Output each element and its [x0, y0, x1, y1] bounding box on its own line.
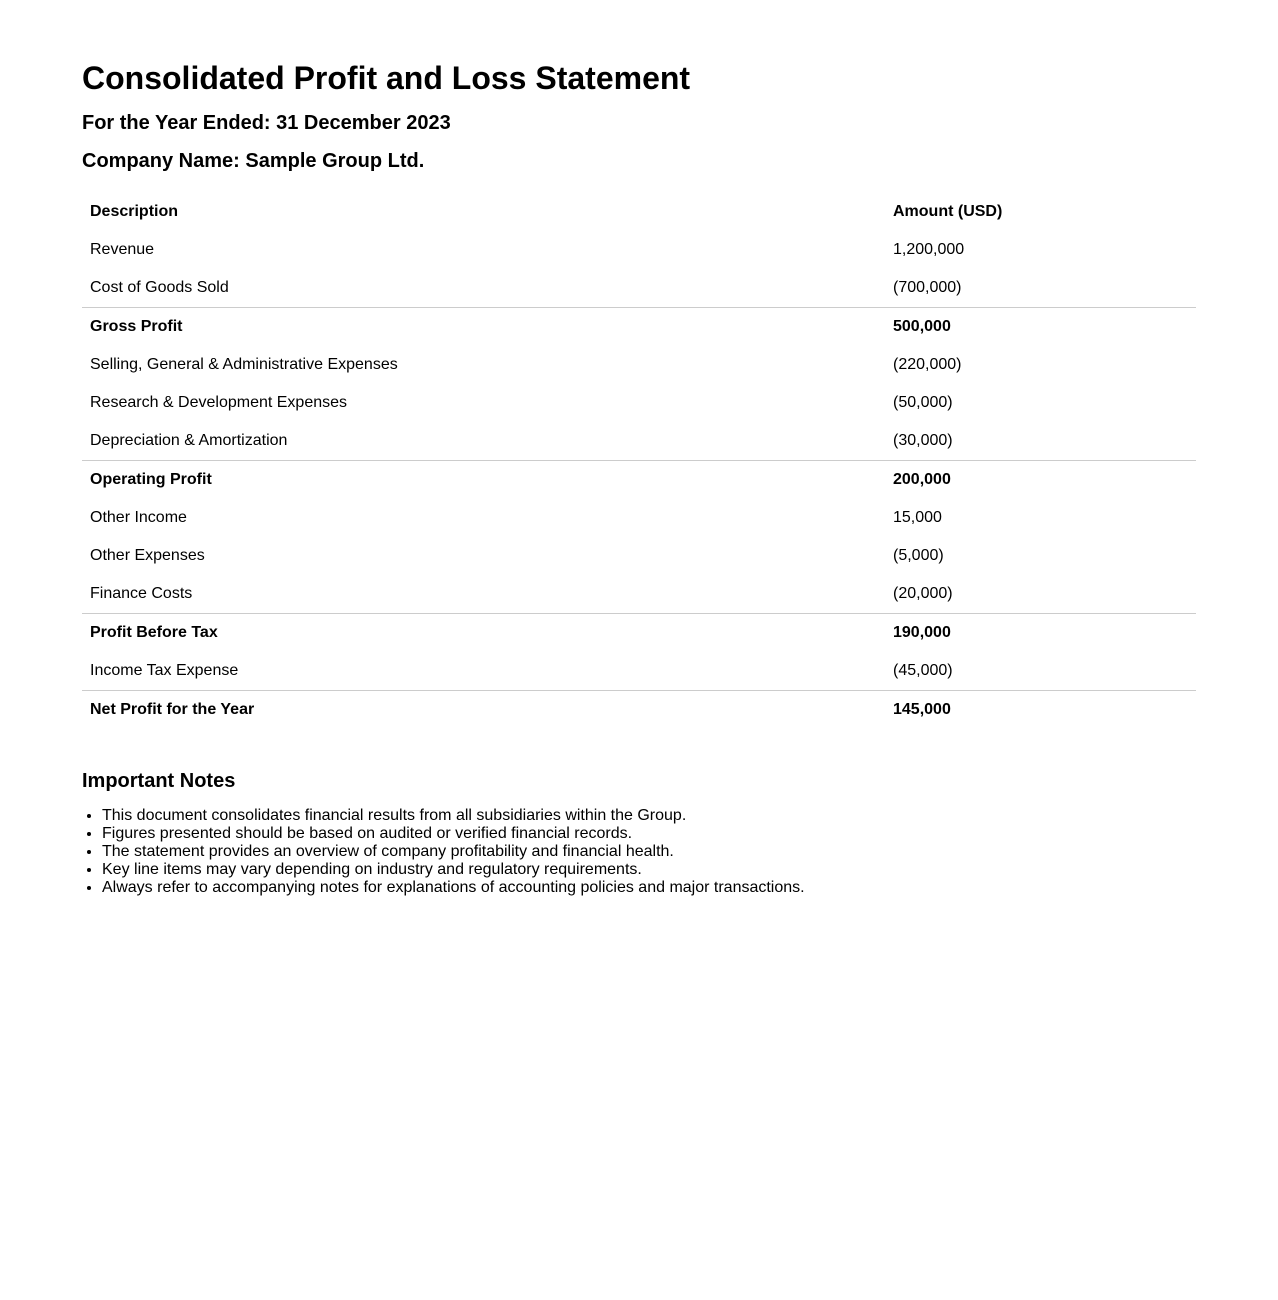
- row-description: Selling, General & Administrative Expenses: [90, 356, 398, 373]
- row-amount: 145,000: [885, 691, 1196, 730]
- page-title: Consolidated Profit and Loss Statement: [82, 60, 691, 96]
- row-description: Other Income: [90, 509, 187, 526]
- table-row: [82, 422, 1196, 461]
- table-row: [82, 652, 1196, 691]
- row-description: Operating Profit: [82, 461, 885, 500]
- table-row-total: [82, 308, 1196, 347]
- row-amount: (20,000): [893, 585, 953, 602]
- row-amount: (700,000): [893, 279, 962, 296]
- row-description: Other Expenses: [90, 547, 205, 564]
- table-row: [82, 346, 1196, 384]
- row-description: Depreciation & Amortization: [90, 432, 288, 449]
- row-description: Income Tax Expense: [90, 662, 239, 679]
- notes-heading: Important Notes: [82, 770, 236, 792]
- row-amount: 500,000: [885, 308, 1196, 347]
- row-description: Net Profit for the Year: [82, 691, 885, 730]
- row-description: Gross Profit: [82, 308, 885, 347]
- table-row-total: [82, 461, 1196, 500]
- notes-list: [82, 807, 1196, 897]
- table-row: [82, 499, 1196, 537]
- row-amount: (30,000): [893, 432, 953, 449]
- table-row: [82, 537, 1196, 575]
- row-description: Cost of Goods Sold: [90, 279, 229, 296]
- table-row: [82, 231, 1196, 269]
- row-amount: 15,000: [893, 509, 942, 526]
- note-item: • This document consolidates financial results from all subsidiaries within the Group.: [102, 807, 1196, 825]
- row-amount: (50,000): [893, 394, 953, 411]
- row-amount: (5,000): [893, 547, 944, 564]
- row-amount: 190,000: [885, 614, 1196, 653]
- row-description: Research & Development Expenses: [90, 394, 348, 411]
- table-row: [82, 384, 1196, 422]
- table-body: [82, 231, 1196, 729]
- period-heading: For the Year Ended: 31 December 2023: [82, 112, 451, 134]
- table-row: [82, 575, 1196, 614]
- row-amount: (220,000): [893, 356, 962, 373]
- table-header-row: [82, 193, 1196, 231]
- note-item: • Figures presented should be based on audited or verified financial records.: [102, 825, 1196, 843]
- row-amount: 200,000: [885, 461, 1196, 500]
- row-description: Finance Costs: [90, 585, 193, 602]
- note-item: • Key line items may vary depending on industry and regulatory requirements.: [102, 861, 1196, 879]
- row-amount: 1,200,000: [893, 241, 965, 258]
- table-row: [82, 269, 1196, 308]
- note-item: • The statement provides an overview of company profitability and financial health.: [102, 843, 1196, 861]
- row-amount: (45,000): [893, 662, 953, 679]
- table-row-total: [82, 614, 1196, 653]
- column-header-amount: Amount (USD): [893, 203, 1003, 220]
- note-item: • Always refer to accompanying notes for explanations of accounting policies and major transactions.: [102, 879, 1196, 897]
- profit-loss-table: [82, 193, 1196, 729]
- table-row-total: [82, 691, 1196, 730]
- row-description: Revenue: [90, 241, 155, 258]
- row-description: Profit Before Tax: [82, 614, 885, 653]
- column-header-description: Description: [90, 203, 179, 220]
- company-heading: Company Name: Sample Group Ltd.: [82, 150, 425, 172]
